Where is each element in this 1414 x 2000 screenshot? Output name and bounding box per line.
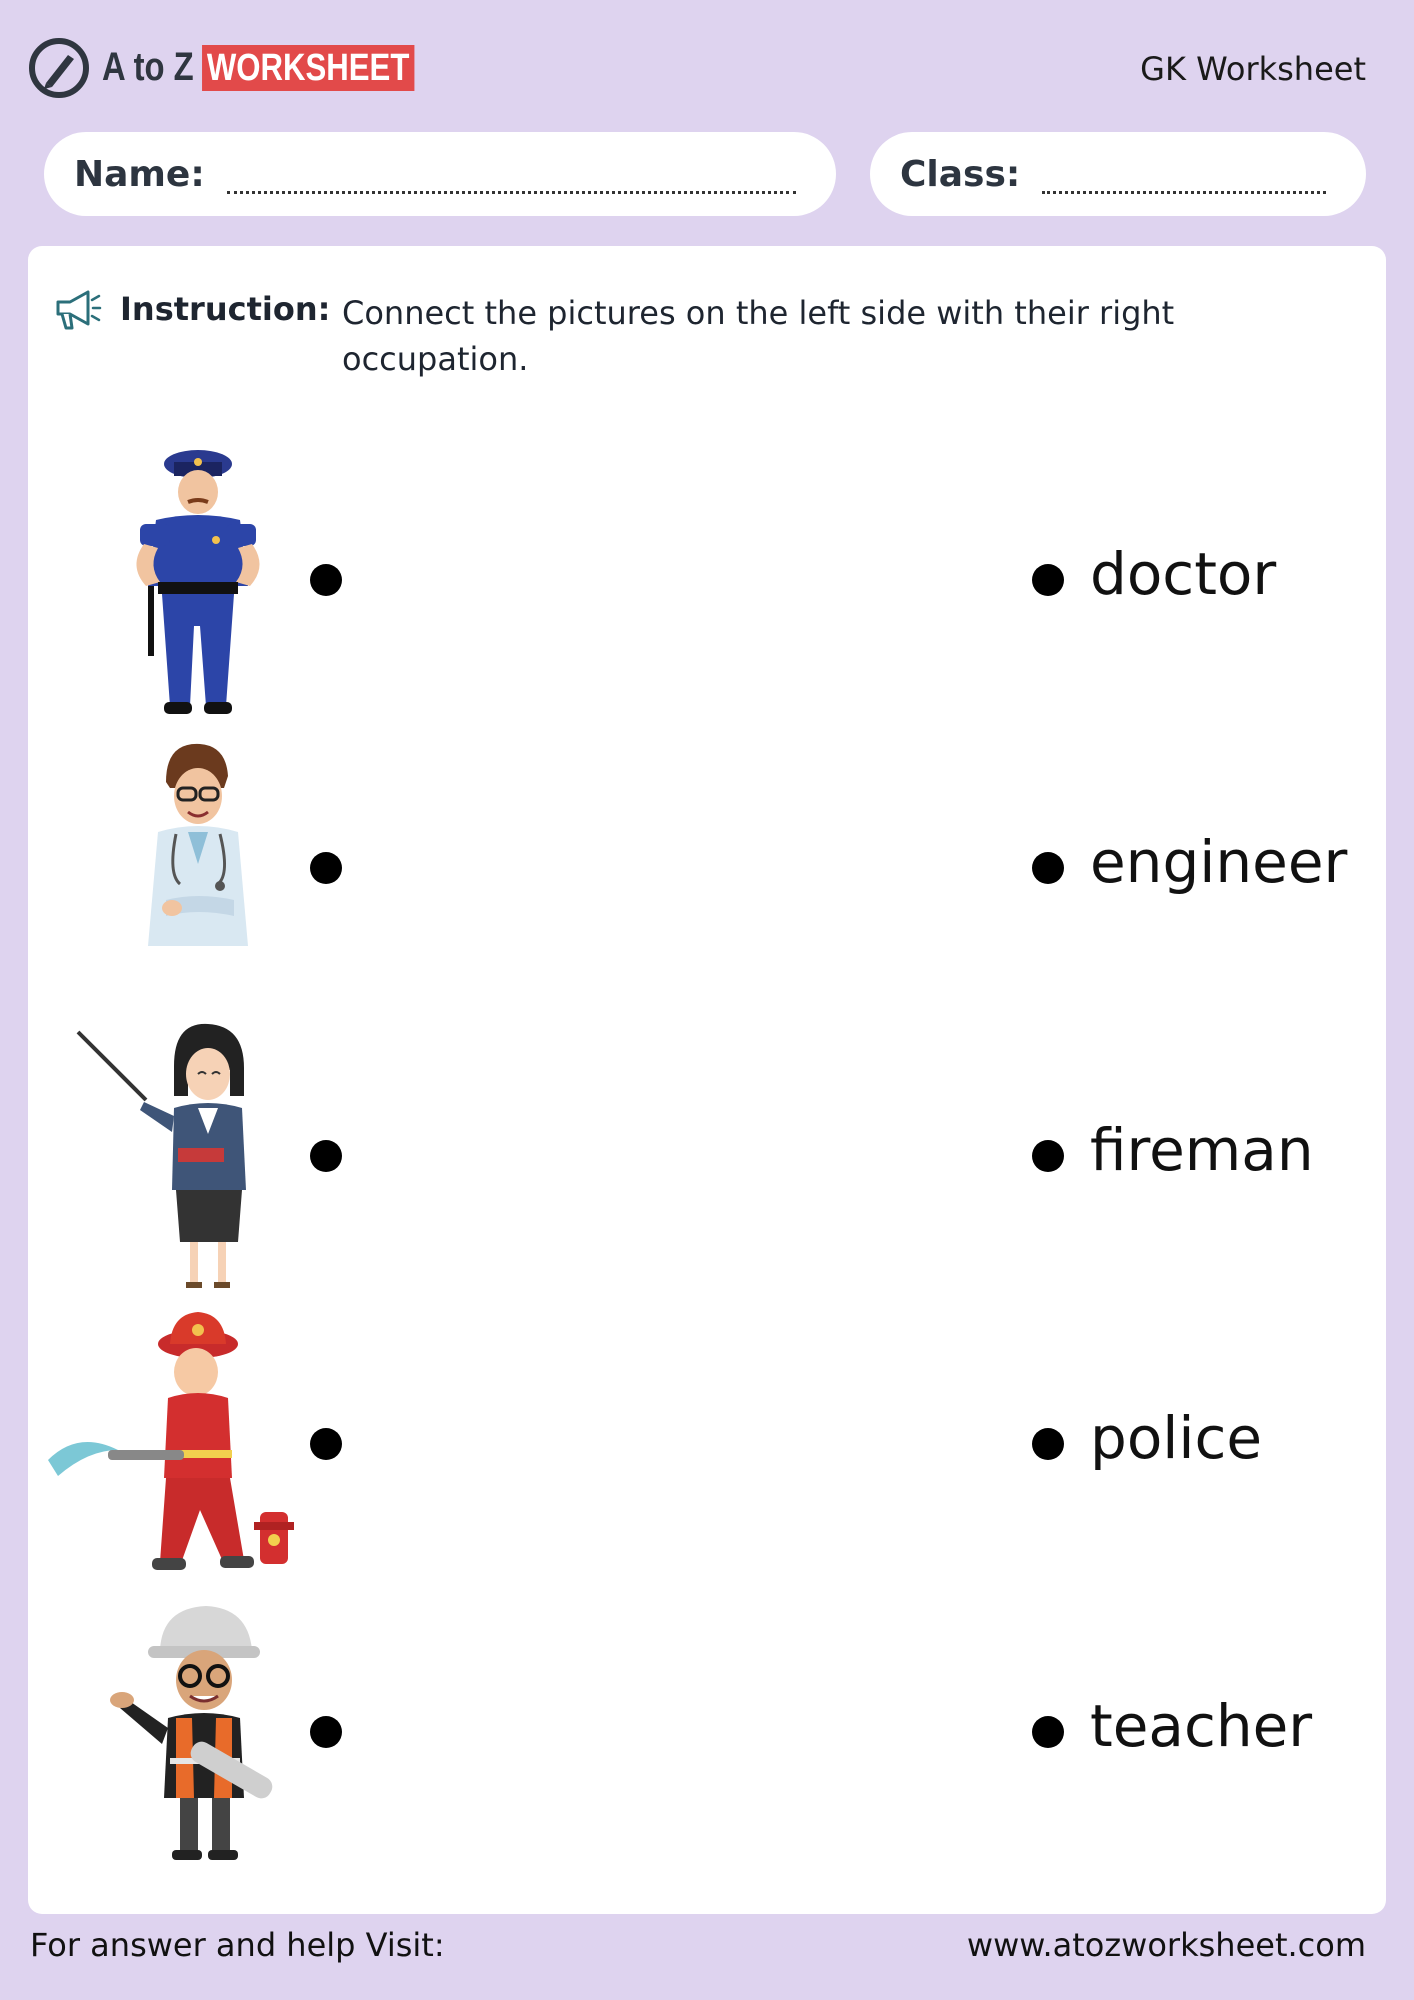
right-match-dot[interactable] [1032,1428,1064,1460]
match-row [28,1012,1386,1300]
doctor-illustration [48,724,308,1012]
instruction-label: Instruction: [120,290,331,328]
class-label: Class: [900,153,1021,195]
match-row [28,1588,1386,1876]
class-field[interactable] [870,132,1366,216]
occupation-word: fireman [1090,1116,1314,1184]
name-field[interactable] [44,132,836,216]
left-match-dot[interactable] [310,852,342,884]
occupation-word: police [1090,1404,1263,1472]
right-match-dot[interactable] [1032,1716,1064,1748]
worksheet-subject: GK Worksheet [1140,50,1366,88]
police-officer-illustration [48,436,308,724]
occupation-word: teacher [1090,1692,1313,1760]
left-match-dot[interactable] [310,1716,342,1748]
fireman-illustration [48,1300,308,1588]
name-blank-line[interactable] [227,179,796,194]
occupation-word: doctor [1090,540,1277,608]
worksheet-card [28,246,1386,1914]
right-match-dot[interactable] [1032,852,1064,884]
pencil-logo-icon [28,37,90,99]
logo-badge: WORKSHEET [202,45,414,91]
instruction-text: Connect the pictures on the left side with their right occupation. [342,294,1175,378]
logo-text: A to Z WORKSHEET [102,45,414,91]
teacher-illustration [48,1012,308,1300]
match-row [28,436,1386,724]
left-match-dot[interactable] [310,1140,342,1172]
name-label: Name: [74,153,205,195]
occupation-word: engineer [1090,828,1348,896]
footer-help-text: For answer and help Visit: [30,1926,445,1964]
class-blank-line[interactable] [1042,179,1326,194]
header [0,0,1414,120]
site-logo[interactable] [28,36,483,100]
footer-url-link[interactable]: www.atozworksheet.com [966,1926,1366,1964]
right-match-dot[interactable] [1032,564,1064,596]
match-row [28,1300,1386,1588]
megaphone-icon [52,288,102,332]
left-match-dot[interactable] [310,564,342,596]
match-row [28,724,1386,1012]
right-match-dot[interactable] [1032,1140,1064,1172]
engineer-illustration [48,1588,308,1876]
left-match-dot[interactable] [310,1428,342,1460]
